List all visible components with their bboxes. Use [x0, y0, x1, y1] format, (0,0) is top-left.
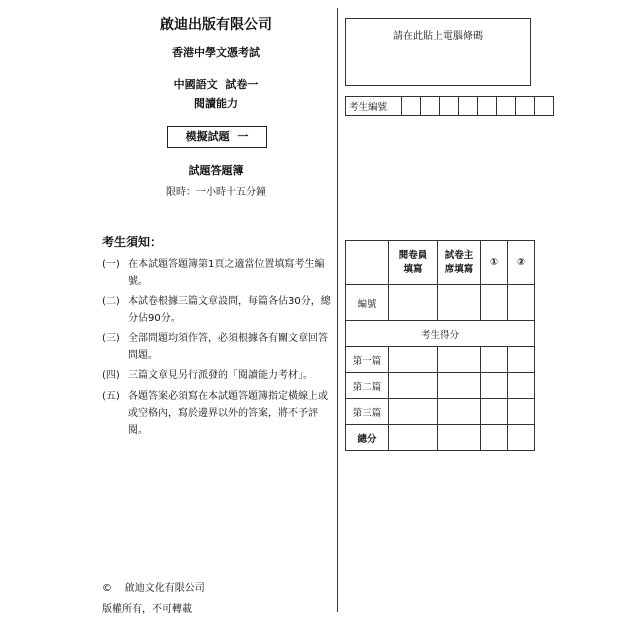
- entry-cell[interactable]: [481, 425, 508, 451]
- mock-exam-label: 模擬試題 一: [167, 126, 267, 148]
- entry-cell[interactable]: [508, 399, 535, 425]
- paper-name: 閱讀能力: [194, 97, 238, 110]
- barcode-label: 請在此貼上電腦條碼: [393, 31, 483, 42]
- candidate-digit-box[interactable]: [421, 97, 440, 116]
- entry-cell[interactable]: [481, 399, 508, 425]
- publisher-title: 啟迪出版有限公司: [160, 17, 272, 33]
- circle-one-header: ①: [481, 241, 508, 285]
- entry-cell[interactable]: [481, 285, 508, 321]
- entry-cell[interactable]: [438, 347, 481, 373]
- candidate-digit-box[interactable]: [402, 97, 421, 116]
- candidate-digit-box[interactable]: [516, 97, 535, 116]
- notice-text: 各題答案必須寫在本試題答題簿指定橫線上或或空格內，寫於邊界以外的答案，將不予評閱。: [128, 391, 328, 436]
- page-divider: [337, 8, 338, 612]
- notice-title: 考生須知：: [102, 235, 163, 249]
- exam-name: 香港中學文憑考試: [172, 46, 260, 59]
- candidate-digit-box[interactable]: [478, 97, 497, 116]
- notice-number: (二): [102, 296, 120, 307]
- entry-cell[interactable]: [438, 373, 481, 399]
- notice-number: (四): [102, 370, 120, 381]
- chief-header: 試卷主 席填寫: [438, 241, 481, 285]
- score-table: [345, 240, 535, 451]
- entry-cell[interactable]: [438, 285, 481, 321]
- notice-item: [102, 330, 334, 364]
- entry-cell[interactable]: [508, 373, 535, 399]
- entry-cell[interactable]: [389, 373, 438, 399]
- notice-number: (三): [102, 333, 120, 344]
- notice-item: [102, 367, 334, 384]
- notice-text: 三篇文章見另行派發的「閱讀能力考材」。: [128, 370, 313, 381]
- entry-cell[interactable]: [508, 347, 535, 373]
- notice-number: (一): [102, 259, 120, 270]
- candidate-number-label: 考生編號: [346, 97, 402, 116]
- entry-cell[interactable]: [389, 425, 438, 451]
- score-title: 考生得分: [346, 321, 535, 347]
- row-label: 第一篇: [346, 347, 389, 373]
- entry-cell[interactable]: [481, 347, 508, 373]
- candidate-digit-box[interactable]: [497, 97, 516, 116]
- row-label: 第二篇: [346, 373, 389, 399]
- entry-cell[interactable]: [389, 399, 438, 425]
- entry-cell[interactable]: [389, 285, 438, 321]
- entry-cell[interactable]: [389, 347, 438, 373]
- copyright-line: © 啟迪文化有限公司: [102, 583, 205, 594]
- notice-text: 本試卷根據三篇文章設問，每篇各佔30分，總分佔90分。: [128, 296, 331, 324]
- id-label: 編號: [346, 285, 389, 321]
- candidate-digit-box[interactable]: [459, 97, 478, 116]
- candidate-number-grid: [345, 96, 554, 116]
- entry-cell[interactable]: [438, 425, 481, 451]
- subject-name: 中國語文 試卷一: [173, 78, 259, 91]
- row-label: 第三篇: [346, 399, 389, 425]
- notice-item: [102, 388, 334, 439]
- corner-cell: [346, 241, 389, 285]
- notice-item: [102, 256, 334, 290]
- marker-header: 閱卷員 填寫: [389, 241, 438, 285]
- candidate-digit-box[interactable]: [440, 97, 459, 116]
- rights-line: 版權所有，不可轉載: [102, 604, 192, 615]
- circle-two-header: ②: [508, 241, 535, 285]
- time-limit: 限時：一小時十五分鐘: [166, 187, 266, 198]
- total-label: 總分: [346, 425, 389, 451]
- candidate-digit-box[interactable]: [535, 97, 554, 116]
- notice-text: 在本試題答題簿第1頁之適當位置填寫考生編號。: [128, 259, 325, 287]
- notice-number: (五): [102, 391, 120, 402]
- barcode-box: [345, 18, 531, 86]
- entry-cell[interactable]: [438, 399, 481, 425]
- entry-cell[interactable]: [481, 373, 508, 399]
- notice-text: 全部問題均須作答，必須根據各有關文章回答問題。: [128, 333, 328, 361]
- notice-item: [102, 293, 334, 327]
- entry-cell[interactable]: [508, 285, 535, 321]
- entry-cell[interactable]: [508, 425, 535, 451]
- booklet-title: 試題答題簿: [188, 164, 244, 177]
